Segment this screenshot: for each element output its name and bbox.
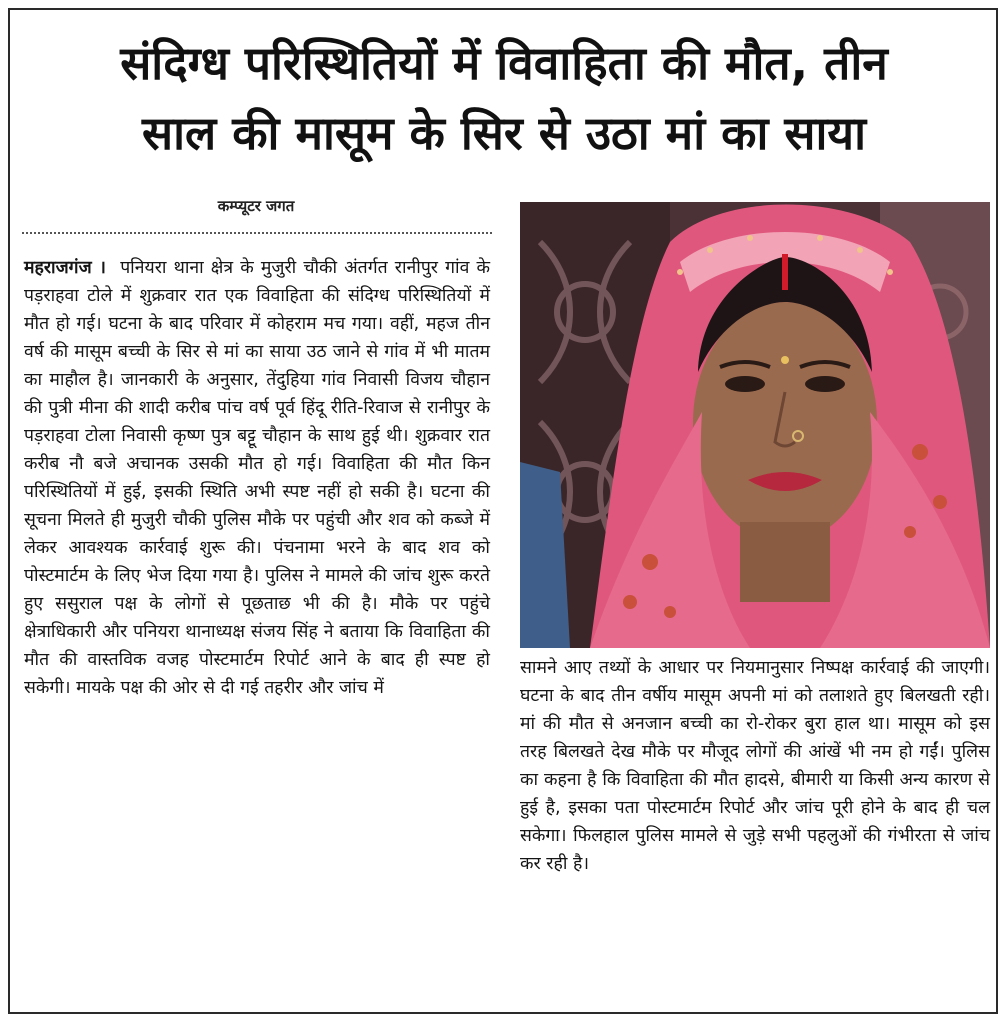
headline-line-2: साल की मासूम के सिर से उठा मां का साया	[142, 106, 866, 160]
article-body-right: सामने आए तथ्यों के आधार पर नियमानुसार निष्पक्ष कार्रवाई की जाएगी। घटना के बाद तीन वर्षीय मासूम अपनी मां को तलाशते हुए बिलखती रही। मां की मौत से अनजान बच्ची का रो-रोकर बुरा हाल था। मासूम को इस तरह बिलखते देख मौके पर मौजूद लोगों की आंखें भी नम हो गईं। पुलिस का कहना है कि विवाहिता की मौत हादसे, बीमारी या किसी अन्य कारण से हुई है, इसका पता पोस्टमार्टम रिपोर्ट और जांच पूरी होने के बाद ही चल सकेगा। फिलहाल पुलिस मामले से जुड़े सभी पहलुओं की गंभीरता से जांच कर रही है।	[520, 658, 990, 874]
headline	[20, 28, 988, 168]
article-body-left	[24, 254, 490, 702]
portrait-illustration	[520, 202, 990, 648]
byline: कम्प्यूटर जगत	[217, 197, 295, 215]
left-column-text: पनियरा थाना क्षेत्र के मुजुरी चौकी अंतर्गत रानीपुर गांव के पड़राहवा टोले में शुक्रवार रात एक विवाहिता की संदिग्ध परिस्थितियों में मौत हो गई। घटना के बाद परिवार में कोहराम मच गया। वहीं, महज तीन वर्ष की मासूम बच्ची के सिर से मां का साया उठ जाने से गांव में भी मातम का माहौल है। जानकारी के अनुसार, तेंदुहिया गांव निवासी विजय चौहान की पुत्री मीना की शादी करीब पांच वर्ष पूर्व हिंदू रीति-रिवाज से रानीपुर के पड़राहवा टोला निवासी कृष्ण पुत्र बट्टू चौहान के साथ हुई थी। शुक्रवार रात करीब नौ बजे अचानक उसकी मौत हो गई। विवाहिता की मौत किन परिस्थितियों में हुई, इसकी स्थिति अभी स्पष्ट नहीं हो सकी है। घटना की सूचना मिलते ही मुजुरी चौकी पुलिस मौके पर पहुंची और शव को कब्जे में लेकर आवश्यक कार्रवाई शुरू की। पंचनामा भरने के बाद शव को पोस्टमार्टम के लिए भेज दिया गया है। पुलिस ने मामले की जांच शुरू करते हुए ससुराल पक्ष के लोगों से पूछताछ भी की है। मौके पर पहुंचे क्षेत्राधिकारी और पनियरा थानाध्यक्ष संजय सिंह ने बताया कि विवाहिता की मौत की वास्तविक वजह पोस्टमार्टम रिपोर्ट आने के बाद ही स्पष्ट हो सकेगी। मायके पक्ष की ओर से दी गई तहरीर और जांच में	[24, 258, 490, 698]
portrait-photo	[520, 202, 990, 648]
byline-divider	[22, 232, 492, 234]
dateline: महराजगंज ।	[24, 258, 106, 278]
headline-line-1: संदिग्ध परिस्थितियों में विवाहिता की मौत, तीन	[120, 36, 888, 90]
